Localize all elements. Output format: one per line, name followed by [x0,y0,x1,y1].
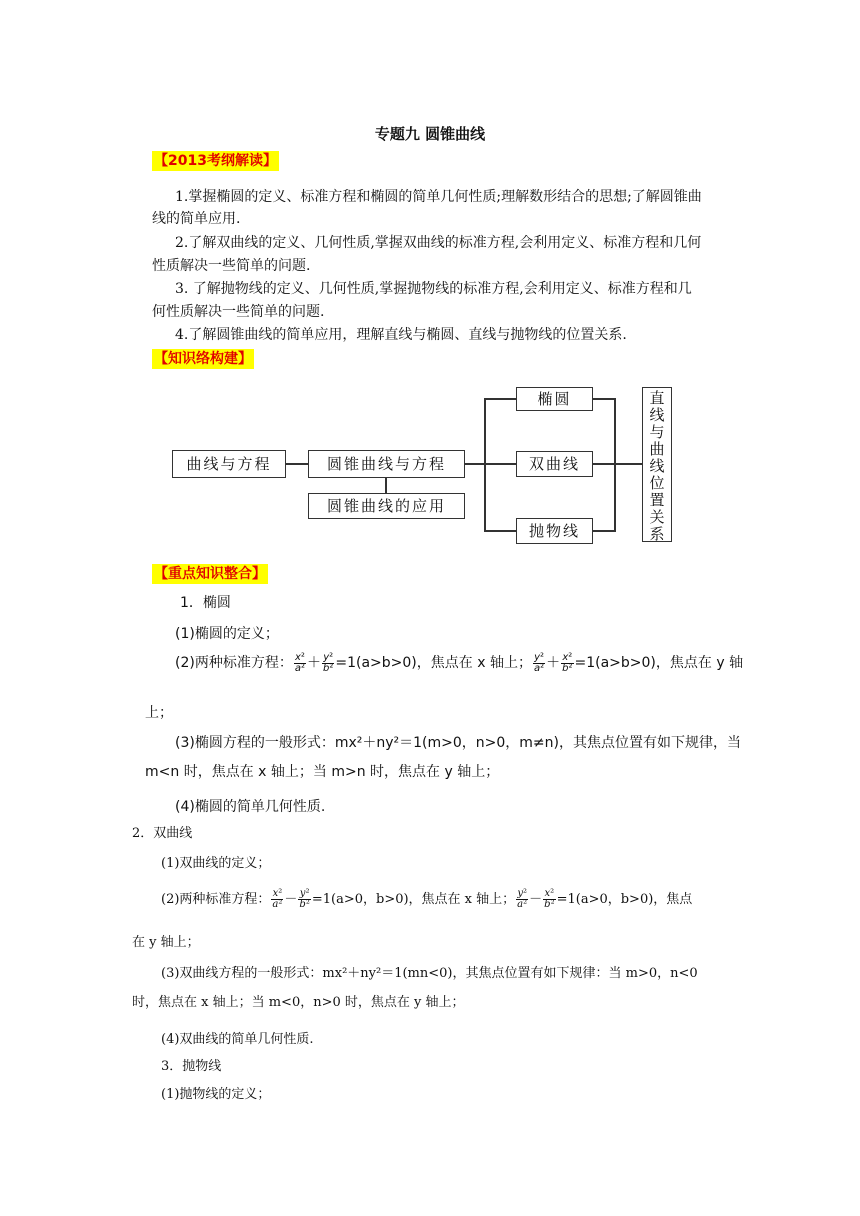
conic-application-label: 圆锥曲线的应用 [326,497,446,515]
connector-line [592,398,616,400]
outline-line-6: 何性质解决一些简单的问题. [152,304,325,320]
ellipse-standard-tail: 上； [145,705,173,721]
knowledge-section-tag [152,348,254,368]
fraction: $\frac{\text{x²}}{\text{b²}}$ [544,888,555,910]
relation-char: 位 [649,474,665,492]
relation-char: 线 [649,457,665,475]
curve-equation-label: 曲线与方程 [186,455,272,473]
ellipse-box [516,387,593,411]
relation-char: 直 [649,389,665,407]
outline-line-3: 2.了解双曲线的定义、几何性质,掌握双曲线的标准方程,会利用定义、标准方程和几何 [175,235,702,251]
parabola-label: 抛物线 [528,522,580,540]
ellipse-standard-prefix: (2)两种标准方程： [175,655,293,671]
outline-line-1: 1.掌握椭圆的定义、标准方程和椭圆的简单几何性质;理解数形结合的思想;了解圆锥曲 [175,189,702,205]
ellipse-standard-equations: (2)两种标准方程： $\frac{\text{x²}}{\text{a²}}$ ＋ $\frac{\text{y²}}{\text{b²}}$ =1(a>b>0)，焦点在 x 轴上； $\frac{\text{y²}}{\text{a²}}$ ＋ $\frac{\text{x²}}{\text{b²}}$ =1(a>b>0)，焦点在 y 轴 [175,651,744,674]
connector-line [464,463,516,465]
relation-char: 系 [649,525,665,543]
curve-equation-box [172,450,286,478]
hyperbola-standard-prefix: (2)两种标准方程： [161,892,271,907]
hyperbola-label: 双曲线 [528,455,580,473]
ellipse-standard-mid1: =1(a>b>0)，焦点在 x 轴上； [335,655,532,671]
hyperbola-general-line1: (3)双曲线方程的一般形式：mx²＋ny²＝1(mn<0)，其焦点位置有如下规律：当 m>0，n<0 [161,966,698,981]
relation-box [642,387,672,542]
hyperbola-general-line2: 时，焦点在 x 轴上；当 m<0，n>0 时，焦点在 y 轴上； [132,995,465,1010]
connector-line [592,463,642,465]
relation-char: 置 [649,491,665,509]
connector-line [484,530,516,532]
connector-line [484,398,486,531]
page-title: 专题九 圆锥曲线 [374,125,486,143]
ellipse-definition: (1)椭圆的定义； [175,626,279,642]
parabola-definition: (1)抛物线的定义； [161,1087,271,1102]
outline-line-5: 3. 了解抛物线的定义、几何性质,掌握抛物线的标准方程,会利用定义、标准方程和几 [175,281,692,297]
hyperbola-heading: 2．双曲线 [132,826,193,841]
outline-tag-label: 【2013考纲解读】 [154,153,277,169]
parabola-heading: 3．抛物线 [161,1059,222,1074]
ellipse-label: 椭圆 [537,390,572,408]
connector-line [614,398,616,531]
relation-char: 曲 [649,440,665,458]
hyperbola-box [516,451,593,477]
outline-section-tag [152,150,279,170]
connector-line [286,463,308,465]
conic-equation-label: 圆锥曲线与方程 [326,455,446,473]
ellipse-heading: 1．椭圆 [180,595,231,611]
ellipse-properties: (4)椭圆的简单几何性质. [175,799,326,815]
hyperbola-standard-mid2: =1(a>0，b>0)，焦点 [556,892,693,907]
relation-label [643,390,671,543]
relation-char: 关 [649,508,665,526]
outline-line-7: 4.了解圆锥曲线的简单应用，理解直线与椭圆、直线与抛物线的位置关系. [175,327,627,343]
knowledge-tag-label: 【知识络构建】 [154,351,252,367]
connector-line [484,398,516,400]
relation-char: 与 [649,423,665,441]
outline-line-2: 线的简单应用. [152,211,241,227]
ellipse-general-line2: m<n 时，焦点在 x 轴上；当 m>n 时，焦点在 y 轴上； [145,764,500,780]
conic-equation-box [308,450,465,478]
hyperbola-definition: (1)双曲线的定义； [161,856,271,871]
fraction: $\frac{\text{y²}}{\text{b²}}$ [323,651,334,674]
outline-line-4: 性质解决一些简单的问题. [152,258,311,274]
fraction: $\frac{\text{y²}}{\text{b²}}$ [299,888,310,910]
conic-application-box [308,493,465,519]
hyperbola-standard-mid1: =1(a>0，b>0)，焦点在 x 轴上； [311,892,516,907]
fraction: $\frac{\text{y²}}{\text{a²}}$ [517,888,528,910]
fraction: $\frac{\text{x²}}{\text{b²}}$ [562,651,573,674]
parabola-box [516,518,593,544]
fraction: $\frac{\text{x²}}{\text{a²}}$ [272,888,283,910]
key-section-tag [152,563,268,583]
hyperbola-standard-equations: (2)两种标准方程： $\frac{\text{x²}}{\text{a²}}$ － $\frac{\text{y²}}{\text{b²}}$ =1(a>0，b>0)，焦点在 x 轴上； $\frac{\text{y²}}{\text{a²}}$ － $\frac{\text{x²}}{\text{b²}}$ =1(a>0，b>0)，焦点 [161,888,693,910]
hyperbola-properties: (4)双曲线的简单几何性质. [161,1032,314,1047]
key-tag-label: 【重点知识整合】 [154,566,266,582]
connector-line [592,530,616,532]
hyperbola-standard-tail: 在 y 轴上； [132,935,200,950]
fraction: $\frac{\text{x²}}{\text{a²}}$ [294,651,305,674]
relation-char: 线 [649,406,665,424]
fraction: $\frac{\text{y²}}{\text{a²}}$ [533,651,545,674]
ellipse-general-line1: (3)椭圆方程的一般形式：mx²＋ny²＝1(m>0，n>0，m≠n)，其焦点位置有如下规律，当 [175,735,741,751]
ellipse-standard-mid2: =1(a>b>0)，焦点在 y 轴 [574,655,744,671]
